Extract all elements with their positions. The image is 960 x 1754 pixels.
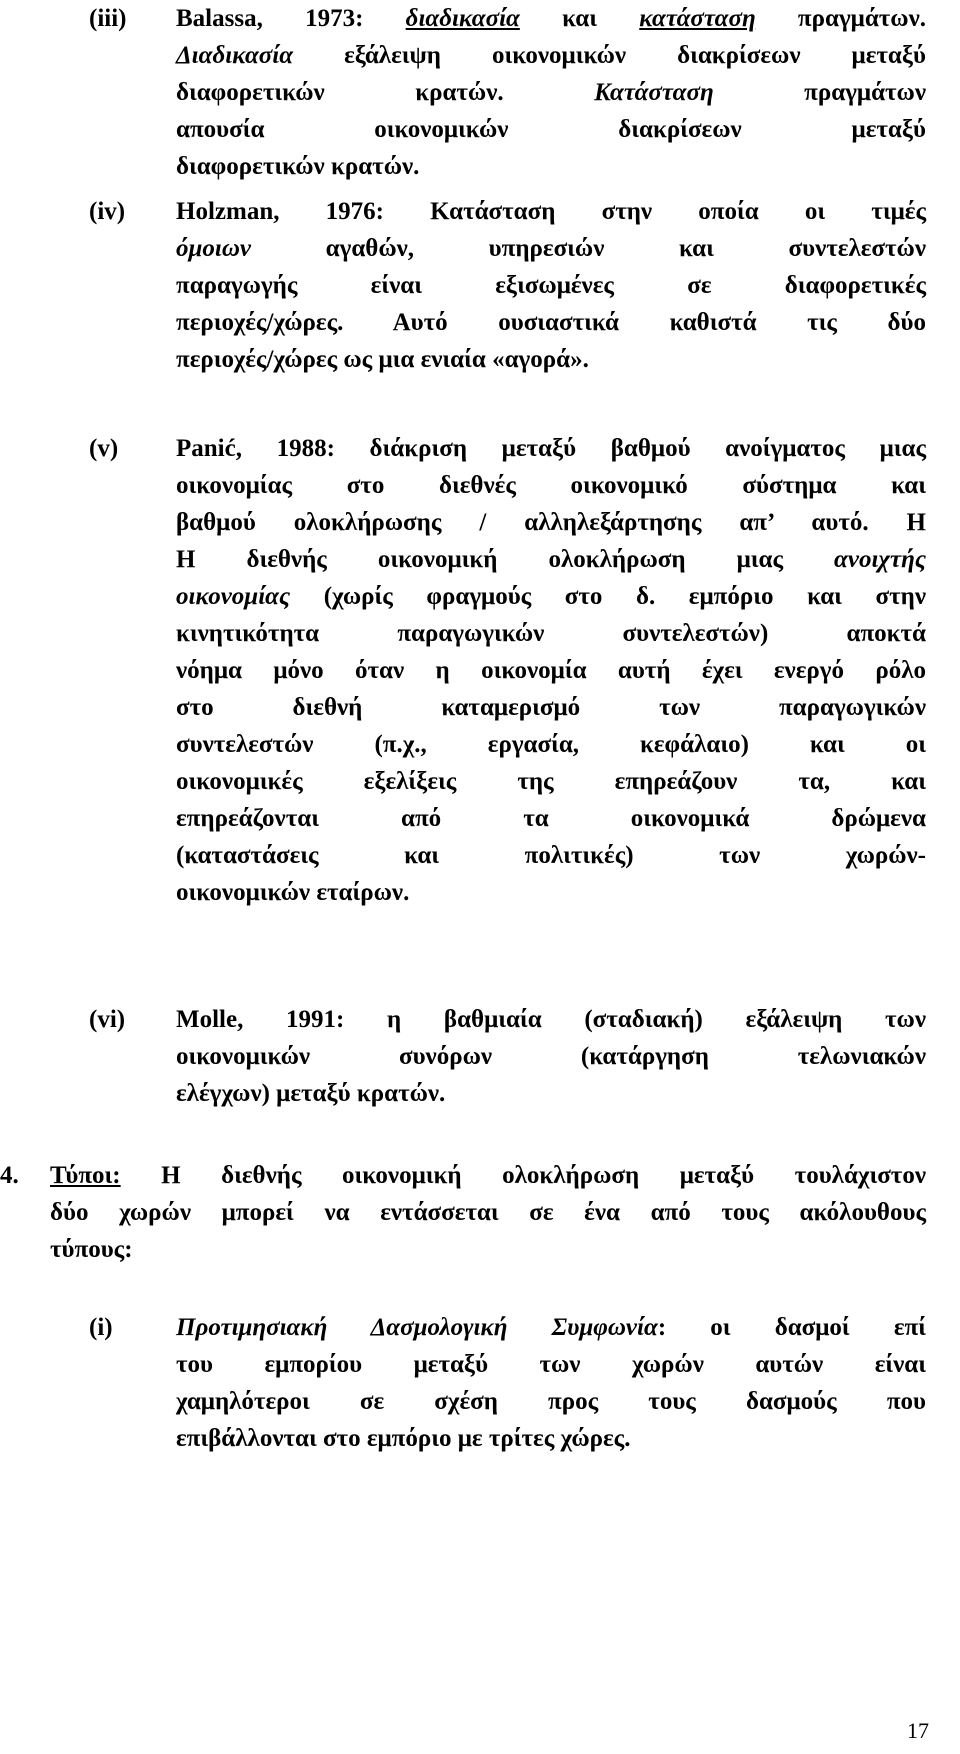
text-line: ελέγχων) μεταξύ κρατών.	[176, 1080, 446, 1107]
emphasized-term: Διαδικασία	[176, 42, 294, 69]
item-label: (i)	[89, 1314, 113, 1341]
emphasized-term: διαδικασία	[405, 5, 520, 32]
text-line: Προτιμησιακή Δασμολογική Συμφωνία: οι δασμοί επί	[176, 1314, 926, 1341]
text-line: δύο χωρών μπορεί να εντάσσεται σε ένα από τους ακόλουθους	[50, 1199, 926, 1226]
text-line: βαθμού ολοκλήρωσης / αλληλεξάρτησης απ’ αυτό. Η	[176, 509, 926, 536]
text-line: χαμηλότεροι σε σχέση προς τους δασμούς που	[176, 1388, 926, 1415]
text-line: στο διεθνή καταμερισμό των παραγωγικών	[176, 694, 926, 721]
item-label: (iv)	[89, 198, 126, 225]
page-number: 17	[907, 1718, 929, 1743]
text-line: οικονομίας (χωρίς φραγμούς στο δ. εμπόριο και στην	[176, 583, 926, 610]
text-line: συντελεστών (π.χ., εργασία, κεφάλαιο) και οι	[176, 731, 926, 758]
underlined-term: Τύποι:	[50, 1162, 121, 1189]
text-line: περιοχές/χώρες ως μια ενιαία «αγορά».	[176, 346, 589, 373]
emphasized-term: Προτιμησιακή Δασμολογική Συμφωνία	[176, 1314, 658, 1341]
text-line: Η διεθνής οικονομική ολοκλήρωση μιας ανοιχτής	[176, 546, 926, 573]
text-line: νόημα μόνο όταν η οικονομία αυτή έχει ενεργό ρόλο	[176, 657, 926, 684]
text-line: οικονομίας στο διεθνές οικονομικό σύστημα και	[176, 472, 926, 499]
text-line: (καταστάσεις και πολιτικές) των χωρών-	[176, 842, 926, 869]
definition-text	[176, 1001, 926, 1112]
emphasized-term: κατάσταση	[639, 5, 756, 32]
text-line: Molle, 1991: η βαθμιαία (σταδιακή) εξάλειψη των	[176, 1006, 926, 1033]
section-text	[50, 1157, 926, 1268]
text-line: οικονομικών εταίρων.	[176, 879, 410, 906]
text-line: του εμπορίου μεταξύ των χωρών αυτών είναι	[176, 1351, 926, 1378]
text-line: απουσία οικονομικών διακρίσεων μεταξύ	[176, 116, 926, 143]
text-line: Holzman, 1976: Κατάσταση στην οποία οι τιμές	[176, 198, 926, 225]
emphasized-term: ανοιχτής	[834, 546, 926, 573]
text-line: όμοιων αγαθών, υπηρεσιών και συντελεστών	[176, 235, 926, 262]
text-line: Διαδικασία εξάλειψη οικονομικών διακρίσεων μεταξύ	[176, 42, 926, 69]
text-line: επηρεάζονται από τα οικονομικά δρώμενα	[176, 805, 926, 832]
emphasized-term: Κατάσταση	[594, 79, 714, 106]
text-line: διαφορετικών κρατών. Κατάσταση πραγμάτων	[176, 79, 926, 106]
text-line: Τύποι: Η διεθνής οικονομική ολοκλήρωση μεταξύ τουλάχιστον	[50, 1162, 926, 1189]
definition-text	[176, 193, 926, 378]
text-line: Balassa, 1973: διαδικασία και κατάσταση πραγμάτων.	[176, 5, 926, 32]
text-line: διαφορετικών κρατών.	[176, 153, 420, 180]
type-text	[176, 1309, 926, 1457]
text-line: περιοχές/χώρες. Αυτό ουσιαστικά καθιστά τις δύο	[176, 309, 926, 336]
item-label: (vi)	[89, 1006, 126, 1033]
item-label: (iii)	[89, 5, 127, 32]
text-line: παραγωγής είναι εξισωμένες σε διαφορετικές	[176, 272, 926, 299]
item-label: (v)	[89, 435, 119, 462]
definition-text	[176, 0, 926, 185]
emphasized-term: όμοιων	[176, 235, 252, 262]
text-line: κινητικότητα παραγωγικών συντελεστών) αποκτά	[176, 620, 926, 647]
section-number: 4.	[0, 1162, 19, 1189]
text-line: οικονομικές εξελίξεις της επηρεάζουν τα, και	[176, 768, 926, 795]
text-line: Panić, 1988: διάκριση μεταξύ βαθμού ανοίγματος μιας	[176, 435, 926, 462]
definition-text	[176, 430, 926, 911]
text-line: οικονομικών συνόρων (κατάργηση τελωνιακών	[176, 1043, 926, 1070]
text-line: επιβάλλονται στο εμπόριο με τρίτες χώρες.	[176, 1425, 631, 1452]
emphasized-term: οικονομίας	[176, 583, 291, 610]
text-line: τύπους:	[50, 1236, 133, 1263]
